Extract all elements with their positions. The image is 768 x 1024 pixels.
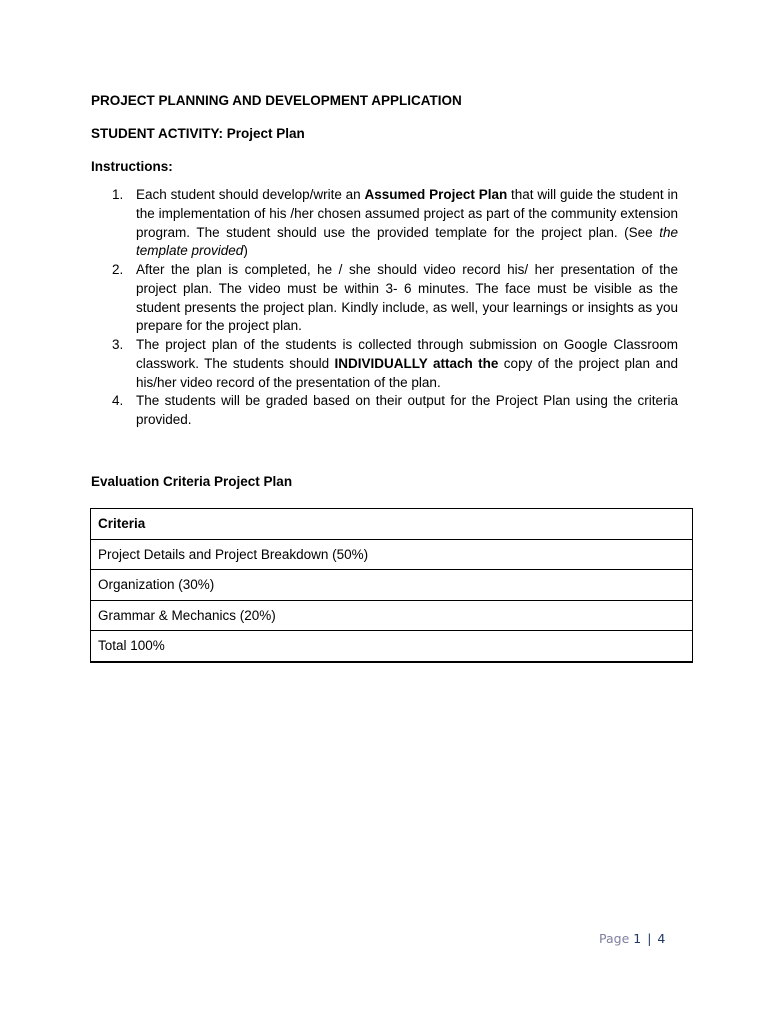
instruction-text: The project plan of the students is collected through submission on Google Classroom classwork. The students should <box>136 337 678 371</box>
table-row <box>91 570 693 601</box>
instruction-emphasis: Assumed Project Plan <box>364 187 508 202</box>
instruction-item-4 <box>91 392 678 430</box>
table-header-row <box>91 509 693 540</box>
table-cell: Grammar & Mechanics (20%) <box>91 600 693 631</box>
activity-value: Project Plan <box>223 126 305 141</box>
table-row <box>91 600 693 631</box>
table-cell: Total 100% <box>91 631 693 662</box>
instruction-number: 2. <box>112 262 124 277</box>
instruction-number: 3. <box>112 337 124 352</box>
table-cell: Organization (30%) <box>91 570 693 601</box>
instruction-text: The students will be graded based on their output for the Project Plan using the criteria provided. <box>136 393 678 427</box>
instruction-text: ) <box>243 243 248 259</box>
activity-label: STUDENT ACTIVITY: <box>91 126 223 141</box>
document-title: PROJECT PLANNING AND DEVELOPMENT APPLICATION <box>91 93 462 108</box>
instructions-list <box>91 186 678 430</box>
table-cell: Project Details and Project Breakdown (50%) <box>91 539 693 570</box>
student-activity-heading <box>91 125 305 143</box>
instruction-item-1 <box>91 186 678 261</box>
table-row <box>91 631 693 662</box>
instruction-text: copy of the project plan and his/her video record of the presentation of the plan. <box>136 355 678 390</box>
page-label: Page <box>599 931 634 946</box>
page-number: 1 <box>633 931 642 946</box>
instruction-item-2 <box>91 261 678 336</box>
instruction-text: that will guide the student in the implementation of his /her chosen assumed project as part of the community extension program. The student should use the provided template for the project plan. (See <box>136 187 679 240</box>
instruction-number: 4. <box>112 393 124 409</box>
instruction-emphasis: INDIVIDUALLY attach the <box>334 355 499 371</box>
page-total: 4 <box>657 931 666 946</box>
page-separator: | <box>647 931 652 946</box>
table-header-cell: Criteria <box>91 509 693 540</box>
instruction-text: After the plan is completed, he / she should video record his/ her presentation of the project plan. The video must be within 3- 6 minutes. The face must be visible as the student presents the project plan. Kindly include, as well, your learnings or insights as you prepare for the project plan. <box>136 262 678 334</box>
evaluation-heading: Evaluation Criteria Project Plan <box>91 474 293 489</box>
instruction-item-3 <box>91 336 678 392</box>
instruction-text: Each student should develop/write an <box>136 187 365 202</box>
instruction-number: 1. <box>112 187 124 202</box>
criteria-table <box>90 508 693 663</box>
table-row <box>91 539 693 570</box>
instruction-italic: the template provided <box>136 224 678 259</box>
page-footer <box>599 930 665 948</box>
instructions-heading: Instructions: <box>91 159 173 174</box>
